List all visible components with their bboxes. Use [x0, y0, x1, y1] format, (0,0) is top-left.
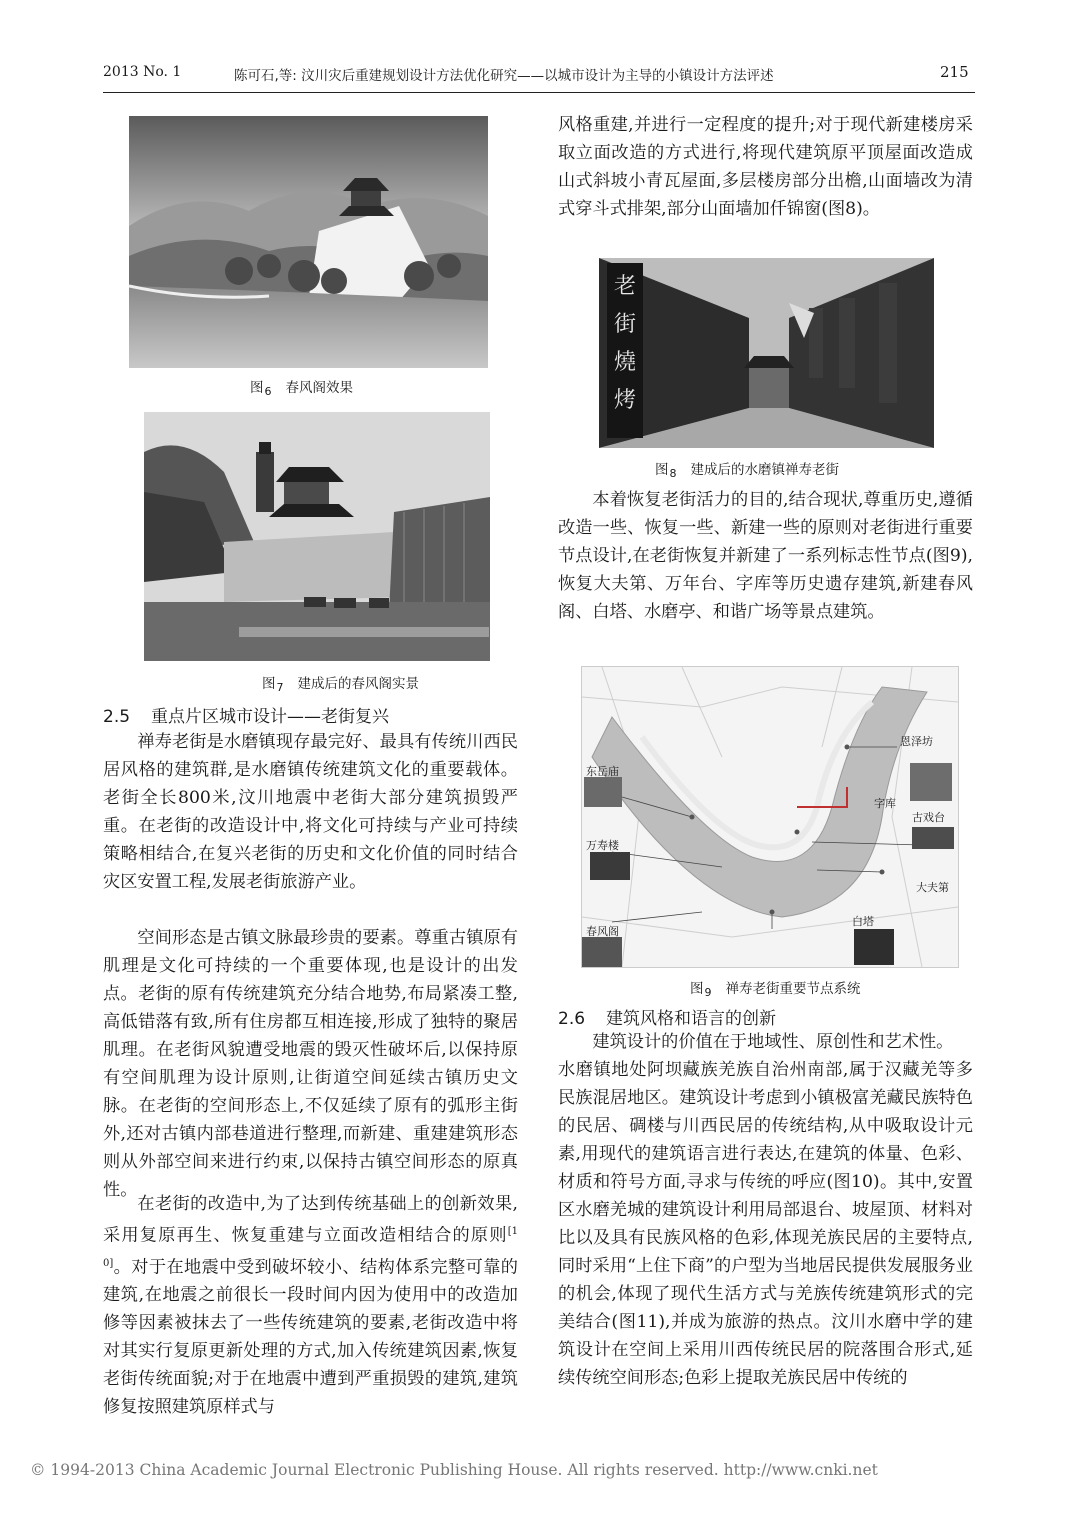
page-number: 215 — [940, 63, 969, 81]
paragraph-right-3: 建筑设计的价值在于地域性、原创性和艺术性。 — [592, 1032, 954, 1052]
map-label-wanshoulou: 万寿楼 — [586, 839, 619, 852]
paragraph-right-2: 本着恢复老街活力的目的,结合现状,尊重历史,遵循改造一些、恢复一些、新建一些的原则对老街进行重要节点设计,在老街恢复并新建了一系列标志性节点(图9),恢复大夫第、万年台、字库等历史遗存建筑,新建春风阁、白塔、水磨亭、和谐广场等景点建筑。 — [558, 490, 973, 622]
map-label-enzefang: 恩泽坊 — [900, 735, 933, 748]
copyright-footer: © 1994-2013 China Academic Journal Electronic Publishing House. All rights reserved. http://www.cnki.net — [30, 1461, 878, 1479]
paragraph-left-3: 在老街的改造中,为了达到传统基础上的创新效果,采用复原再生、恢复重建与立面改造相结合的原则[10]。对于在地震中受到破坏较小、结构体系完整可靠的建筑,在地震之前很长一段时间内因为使用中的改造加修等因素被抹去了一些传统建筑的要素,老街改造中将对其实行复原更新处理的方式,加入传统建筑因素,恢复老街传统面貌;对于在地震中遭到严重损毁的建筑,建筑修复按照建筑原样式与 — [103, 1194, 518, 1418]
figure-8-image — [599, 258, 934, 448]
journal-issue: 2013 No. 1 — [103, 64, 182, 80]
figure-9-caption: 图$_9$ 禅寿老街重要节点系统 — [690, 981, 861, 999]
paragraph-left-2: 空间形态是古镇文脉最珍贵的要素。尊重古镇原有肌理是文化可持续的一个重要体现,也是设计的出发点。老街的原有传统建筑充分结合地势,布局紧凑工整,高低错落有致,所有住房都互相连接,形成了独特的聚居肌理。在老街风貌遭受地震的毁灭性破坏后,以保持原有空间肌理为设计原则,让街道空间延续古镇历史文脉。在老街的空间形态上,不仅延续了原有的弧形主街外,还对古镇内部巷道进行整理,而新建、重建建筑形态则从外部空间来进行约束,以保持古镇空间形态的原真性。 — [103, 928, 518, 1200]
section-heading-2-5: 2.5 重点片区城市设计——老街复兴 — [103, 707, 389, 727]
paragraph-right-4: 水磨镇地处阿坝藏族羌族自治州南部,属于汉藏羌等多民族混居地区。建筑设计考虑到小镇极富羌藏民族特色的民居、碉楼与川西民居的传统结构,从中吸取设计元素,用现代的建筑语言进行表达,在建筑的体量、色彩、材质和符号方面,寻求与传统的呼应(图10)。其中,安置区水磨羌城的建筑设计利用局部退台、坡屋顶、材料对比以及具有民族风格的色彩,体现羌族民居的主要特点,同时采用“上住下商”的户型为当地居民提供发展服务业的机会,体现了现代生活方式与羌族传统建筑形式的完美结合(图11),并成为旅游的热点。汶川水磨中学的建筑设计在空间上采用川西传统民居的院落围合形式,延续传统空间形态;色彩上提取羌族民居中传统的 — [558, 1060, 973, 1388]
figure-6-caption: 图$_6$ 春风阁效果 — [250, 380, 353, 398]
header-rule — [103, 92, 975, 93]
old-street-sign: 老 街 燒 烤 — [613, 274, 636, 413]
paragraph-left-1: 禅寿老街是水磨镇现存最完好、最具有传统川西民居风格的建筑群,是水磨镇传统建筑文化的重要载体。老街全长800米,汶川地震中老街大部分建筑损毁严重。在老街的改造设计中,将文化可持续与产业可持续策略相结合,在复兴老街的历史和文化价值的同时结合灾区安置工程,发展老街旅游产业。 — [103, 732, 518, 892]
map-label-baita: 白塔 — [852, 915, 874, 928]
map-label-dongyuemiao: 东岳庙 — [586, 765, 619, 778]
section-heading-2-6: 2.6 建筑风格和语言的创新 — [558, 1009, 776, 1029]
map-label-ziku: 字库 — [874, 797, 896, 810]
figure-7-caption: 图$_7$ 建成后的春风阁实景 — [262, 676, 419, 694]
citation-10: [10] — [103, 1226, 518, 1269]
running-title: 陈可石,等: 汶川灾后重建规划设计方法优化研究——以城市设计为主导的小镇设计方法评述 — [234, 68, 774, 84]
figure-6-image — [129, 116, 488, 368]
map-label-guxitai: 古戏台 — [912, 811, 945, 824]
paragraph-right-1: 风格重建,并进行一定程度的提升;对于现代新建楼房采取立面改造的方式进行,将现代建筑原平顶屋面改造成山式斜坡小青瓦屋面,多层楼房部分出檐,山面墙改为清式穿斗式排架,部分山面墙加仟锦窗(图8)。 — [558, 115, 973, 219]
figure-8-caption: 图$_8$ 建成后的水磨镇禅寿老街 — [655, 462, 839, 480]
map-label-chunfengge: 春风阁 — [586, 925, 619, 938]
map-label-dafudi: 大夫第 — [916, 881, 949, 894]
figure-9-map — [581, 666, 959, 968]
figure-7-image — [144, 412, 490, 661]
